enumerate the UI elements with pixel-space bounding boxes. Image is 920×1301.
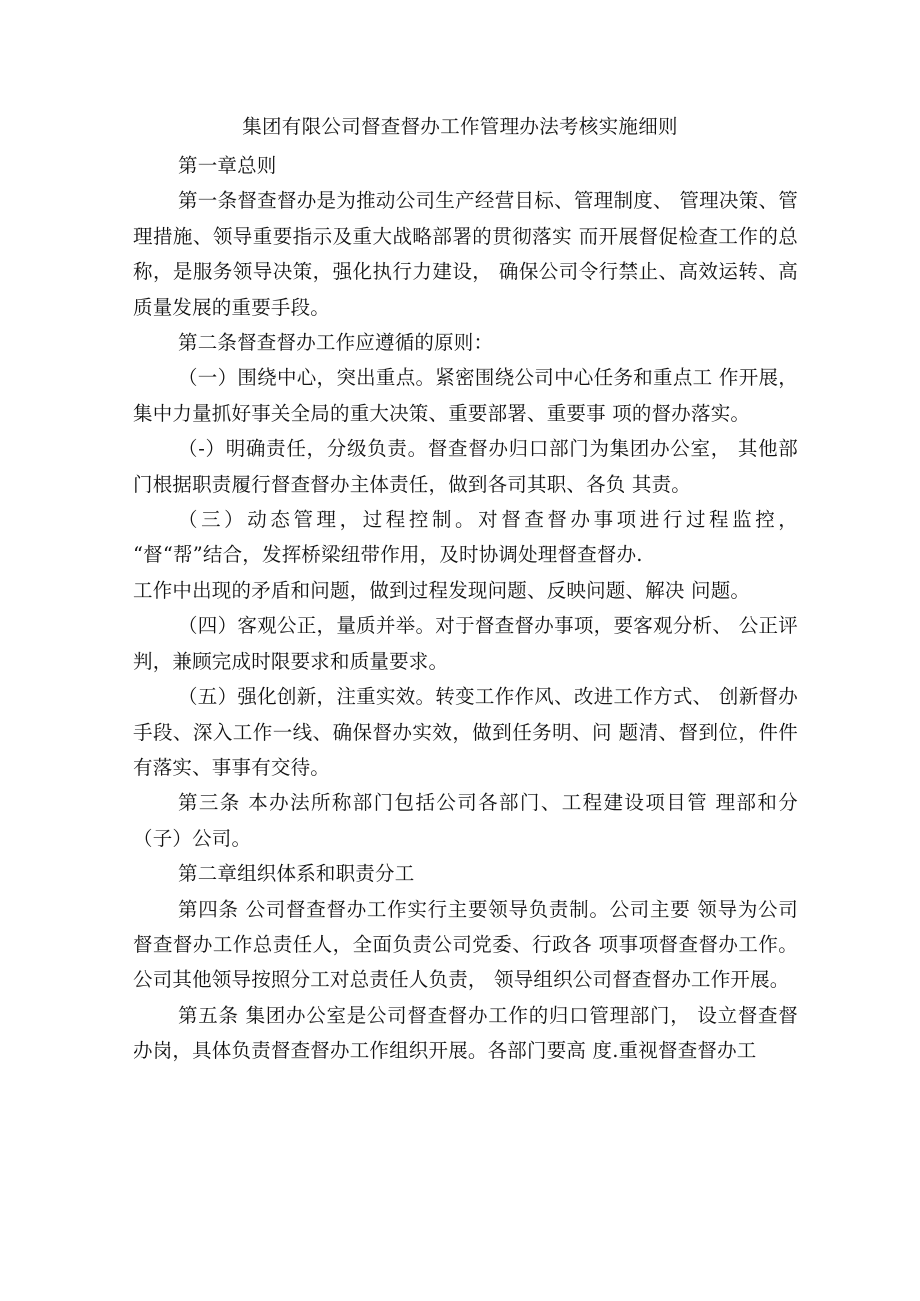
chapter-heading-1: 第一章总则 xyxy=(178,154,277,177)
article-1: 第一条督查督办是为推动公司生产经营目标、管理制度、 管理决策、管理措施、领导重要指示及重大战略部署的贯彻落实 而开展督促检查工作的总称，是服务领导决策，强化执行力建设， 确保公司令行禁止、高效运转、高质量发展的重要手段。 xyxy=(133,189,798,319)
principle-3-continued: 工作中出现的矛盾和问题，做到过程发现问题、反映问题、解决 问题。 xyxy=(133,578,751,602)
principle-4: （四）客观公正，量质并举。对于督查督办事项，要客观分析、 公正评判，兼顾完成时限要求和质量要求。 xyxy=(133,614,798,673)
principle-1: （一）围绕中心，突出重点。紧密围绕公司中心任务和重点工 作开展，集中力量抓好事关全局的重大决策、重要部署、重要事 项的督办落实。 xyxy=(133,366,798,425)
principle-5: （五）强化创新，注重实效。转变工作作风、改进工作方式、 创新督办手段、深入工作一线、确保督办实效，做到任务明、问 题清、督到位，件件有落实、事事有交待。 xyxy=(133,685,798,779)
principle-2: （-）明确责任，分级负责。督查督办归口部门为集团办公室， 其他部门根据职责履行督查督办主体责任，做到各司其职、各负 其责。 xyxy=(133,437,798,496)
article-2: 第二条督查督办工作应遵循的原则： xyxy=(178,331,494,355)
document-body xyxy=(133,148,805,1069)
document-title: 集团有限公司督查督办工作管理办法考核实施细则 xyxy=(242,115,678,138)
article-4: 第四条 公司督查督办工作实行主要领导负责制。公司主要 领导为公司督查督办工作总责任人，全面负责公司党委、行政各 项事项督查督办工作。公司其他领导按照分工对总责任人负责， 领导组织公司督查督办工作开展。 xyxy=(133,897,798,992)
article-3: 第三条 本办法所称部门包括公司各部门、工程建设项目管 理部和分（子）公司。 xyxy=(133,791,798,850)
principle-3: （三）动态管理，过程控制。对督查督办事项进行过程监控， “督“帮”结合，发挥桥梁纽带作用，及时协调处理督查督办. xyxy=(133,508,805,567)
article-5: 第五条 集团办公室是公司督查督办工作的归口管理部门， 设立督查督办岗，具体负责督查督办工作组织开展。各部门要高 度.重视督查督办工 xyxy=(133,1003,798,1063)
chapter-heading-2: 第二章组织体系和职责分工 xyxy=(178,862,415,886)
